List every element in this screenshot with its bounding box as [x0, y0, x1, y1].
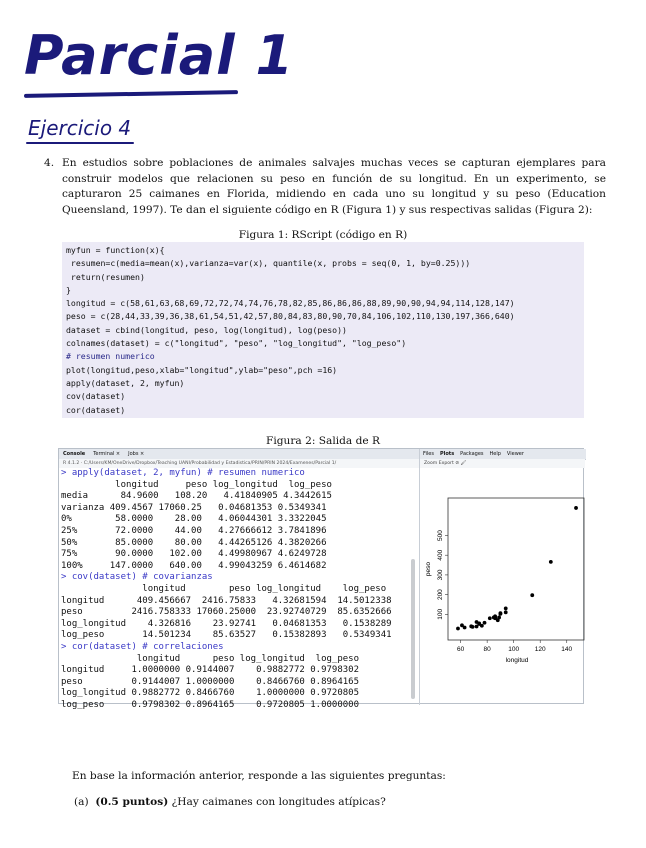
code-line: apply(dataset, 2, myfun): [66, 377, 185, 388]
y-axis-label: peso: [425, 561, 432, 577]
y-tick-label: 200: [437, 589, 444, 601]
question-a-text: ¿Hay caimanes con longitudes atípicas?: [171, 796, 386, 808]
console-line: 25% 72.0000 44.00 4.27666612 3.7841896: [61, 525, 327, 536]
x-tick-label: 120: [534, 646, 546, 653]
title-underline: [24, 90, 238, 98]
console-line: log_longitud 0.9882772 0.8466760 1.0000000 0.9720805: [61, 688, 360, 699]
page-title: Parcial 1: [24, 24, 295, 87]
code-line: resumen=c(media=mean(x),varianza=var(x), quantile(x, probs = seq(0, 1, by=0.25))): [66, 258, 471, 269]
code-line: return(resumen): [66, 271, 145, 282]
y-tick-label: 500: [437, 530, 444, 541]
console-line: 75% 90.0000 102.00 4.49980967 4.6249728: [61, 549, 327, 560]
console-scrollbar[interactable]: [411, 559, 415, 699]
data-point: [493, 614, 497, 618]
question-a: [74, 796, 386, 808]
data-point: [530, 593, 534, 597]
code-line: cor(dataset): [66, 404, 126, 415]
question-a-points: (0.5 puntos): [95, 796, 169, 808]
console-line: peso 2416.758333 17060.25000 23.92740729 85.6352666: [61, 607, 392, 618]
console-line: longitud peso log_longitud log_peso: [61, 479, 332, 490]
data-point: [483, 621, 487, 625]
data-point: [497, 616, 501, 620]
console-line: log_peso 0.9798302 0.8964165 0.9720805 1.0000000: [61, 699, 360, 710]
code-line: }: [66, 284, 71, 295]
code-line: colnames(dataset) = c("longitud", "peso", "log_longitud", "log_peso"): [66, 338, 407, 349]
data-point: [574, 506, 578, 510]
console-line: 0% 58.0000 28.00 4.06044301 3.3322045: [61, 514, 327, 525]
console-line: peso 0.9144007 1.0000000 0.8466760 0.8964165: [61, 676, 360, 687]
plots-tab[interactable]: Files: [423, 451, 434, 457]
problem-number: 4.: [44, 157, 55, 169]
data-point: [488, 616, 492, 620]
console-line: log_longitud 4.326816 23.92741 0.04681353 0.1538289: [61, 618, 392, 629]
console-line: longitud peso log_longitud log_peso: [61, 583, 387, 594]
figure2-caption: Figura 2: Salida de R: [266, 435, 380, 447]
console-line: longitud 1.0000000 0.9144007 0.9882772 0.9798302: [61, 665, 360, 676]
figure1-caption: Figura 1: RScript (código en R): [238, 229, 408, 241]
data-point: [471, 625, 475, 629]
plots-tab[interactable]: Packages: [460, 451, 484, 457]
questions-intro: En base la información anterior, responde a las siguientes preguntas:: [72, 770, 446, 782]
y-tick-label: 400: [437, 549, 444, 561]
code-line: myfun = function(x){: [66, 245, 165, 255]
exercise-title: Ejercicio 4: [28, 116, 132, 140]
plots-tab[interactable]: Help: [489, 451, 501, 457]
code-line: plot(longitud,peso,xlab="longitud",ylab="peso",pch =16): [66, 364, 338, 375]
console-line: media 84.9600 108.20 4.41840905 4.3442615: [61, 491, 332, 502]
code-line: peso = c(28,44,33,39,36,38,61,54,51,42,57,80,84,83,80,90,70,84,106,102,110,130,197,366,640): [66, 311, 515, 322]
code-line: cov(dataset): [66, 391, 126, 402]
code-line: # resumen numerico: [66, 351, 155, 362]
console-path: R 4.1.2 · C:/Users/KM/OneDrive/Dropbox/Teaching UANI/Probabilidad y Estadistica/PRIN/PRIN 2024/Examenes/Parcial 1/: [59, 459, 419, 468]
console-line: longitud 409.456667 2416.75833 4.32681594 14.5012338: [61, 595, 392, 606]
r-script-code: [62, 242, 584, 418]
question-a-label: (a): [74, 796, 89, 808]
data-point: [463, 626, 467, 630]
data-point: [504, 606, 508, 610]
x-tick-label: 140: [561, 646, 573, 653]
x-tick-label: 60: [457, 646, 465, 653]
plots-tab[interactable]: Viewer: [506, 451, 524, 457]
data-point: [549, 560, 553, 564]
x-axis-label: longitud: [505, 657, 529, 664]
plot-area: [419, 468, 586, 705]
y-tick-label: 100: [437, 608, 444, 620]
data-point: [499, 612, 503, 616]
code-line: longitud = c(58,61,63,68,69,72,72,74,74,76,78,82,85,86,86,86,88,89,90,90,94,94,114,128,147): [66, 298, 515, 309]
plots-tab[interactable]: Plots: [439, 451, 455, 457]
problem-statement: [46, 156, 606, 218]
console-tab[interactable]: Jobs ×: [128, 451, 145, 457]
console-line: longitud peso log_longitud log_peso: [61, 653, 360, 664]
console-tab[interactable]: Console: [63, 451, 86, 457]
rstudio-screenshot: [58, 448, 584, 710]
scatter-plot: [420, 468, 586, 705]
console-line: > cor(dataset) # correlaciones: [61, 641, 224, 652]
data-point: [480, 624, 484, 628]
y-tick-label: 300: [437, 569, 444, 581]
plot-box: [448, 498, 584, 640]
x-tick-label: 80: [483, 646, 491, 653]
console-line: 100% 147.0000 640.00 4.99043259 6.4614682: [61, 560, 327, 571]
code-line: dataset = cbind(longitud, peso, log(longitud), log(peso)): [66, 324, 347, 335]
console-line: 50% 85.0000 80.00 4.44265126 4.3820266: [61, 537, 327, 548]
data-point: [456, 627, 460, 631]
plots-toolbar: Zoom Export ⊘ 🖌: [419, 459, 585, 468]
console-tab[interactable]: Terminal ×: [93, 451, 121, 457]
console-line: varianza 409.4567 17060.25 0.04681353 0.5349341: [61, 502, 327, 513]
problem-text: En estudios sobre poblaciones de animales salvajes muchas veces se capturan ejemplares para construir modelos que relacionen su peso en función de su longitud. En un experimento, se capturaron 25 caimanes en Florida, midiendo en cada uno su longitud y su peso (Education Queensland, 1997). Te dan el siguiente código en R (Figura 1) y sus respectivas salidas (Figura 2):: [62, 157, 606, 216]
console-line: > apply(dataset, 2, myfun) # resumen numerico: [61, 468, 305, 478]
console-line: log_peso 14.501234 85.63527 0.15382893 0.5349341: [61, 630, 392, 641]
exercise-underline: [26, 142, 134, 144]
x-tick-label: 100: [508, 646, 520, 653]
console-line: > cov(dataset) # covarianzas: [61, 572, 213, 583]
console-output: [61, 468, 417, 711]
data-point: [504, 610, 508, 614]
